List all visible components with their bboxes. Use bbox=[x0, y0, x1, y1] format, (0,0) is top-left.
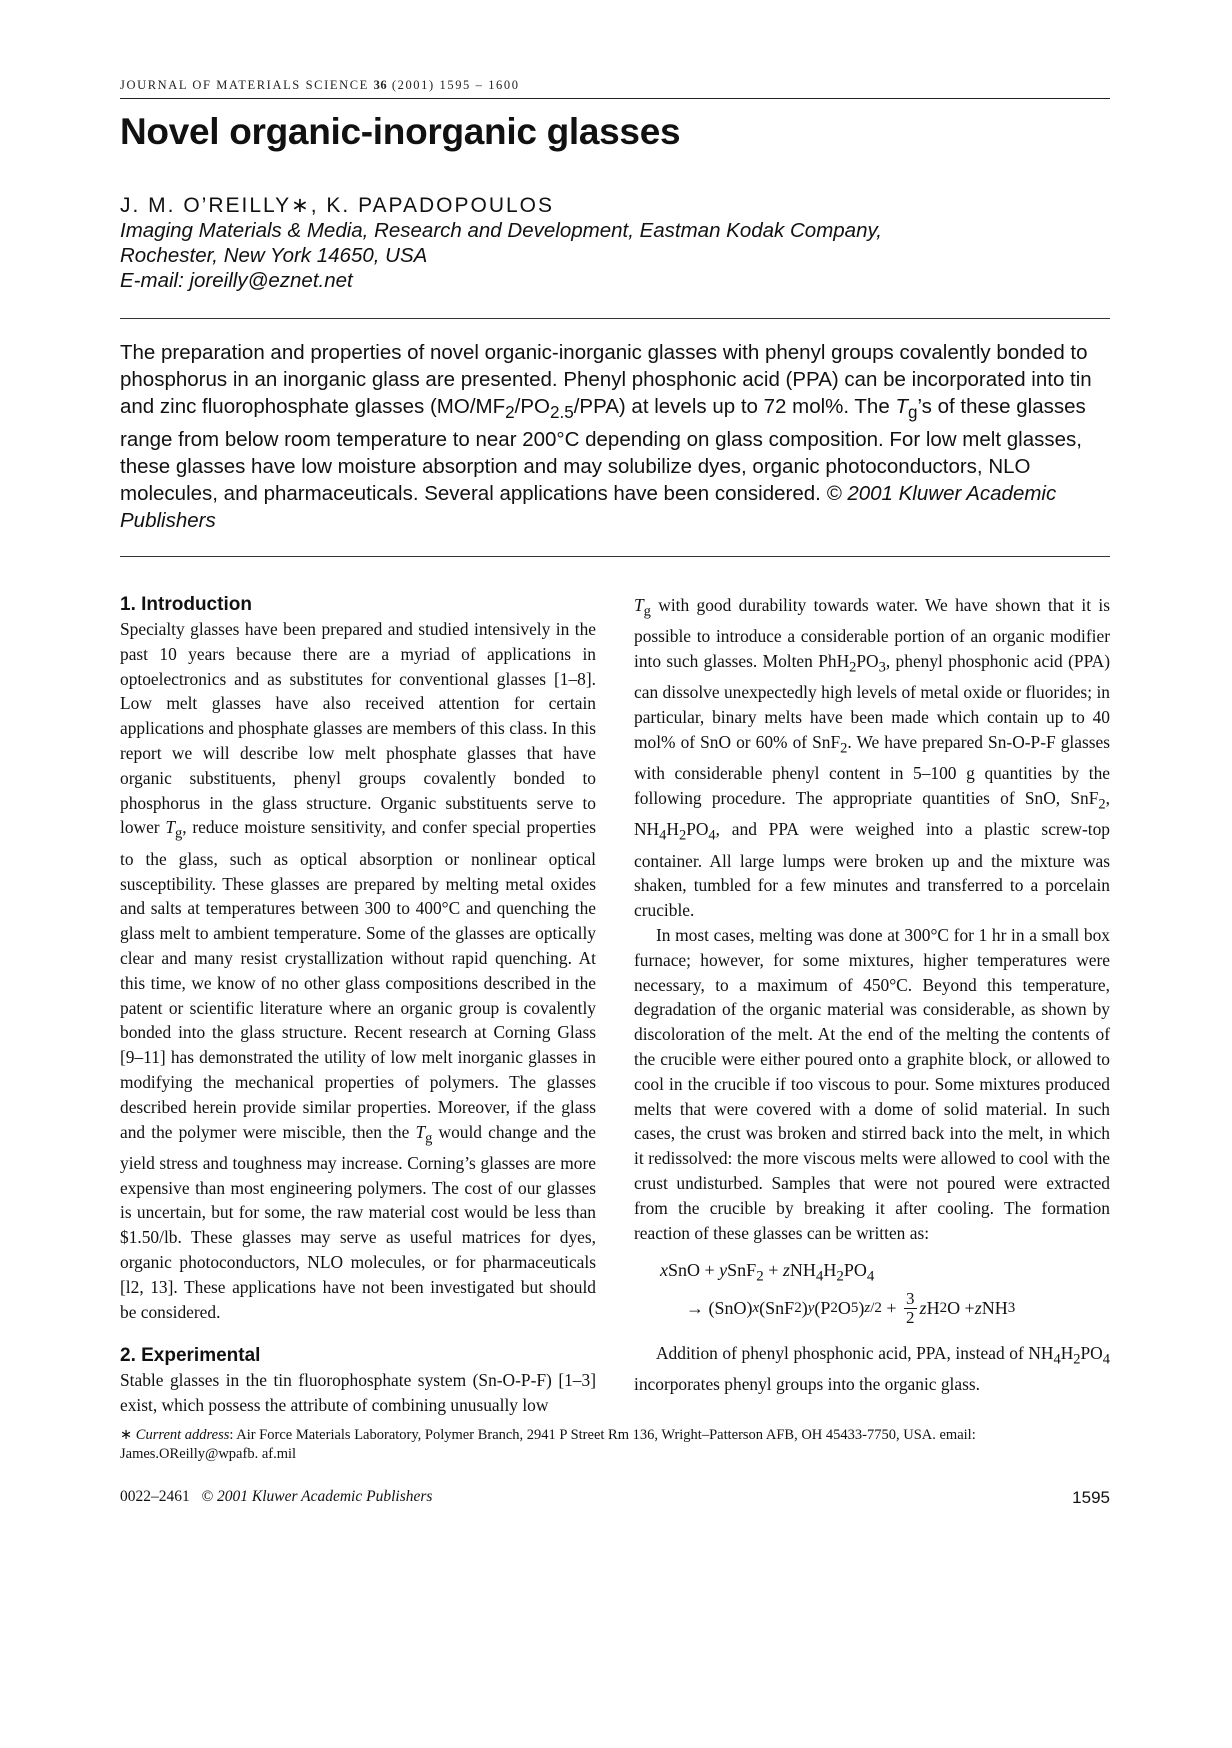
footnote-text: : Air Force Materials Laboratory, Polymer Branch, 2941 P Street Rm 136, Wright–Patterson AFB, OH 45433-7750, USA. email: James.OReilly@wpafb. af.mil bbox=[120, 1426, 976, 1462]
introduction-paragraph: Specialty glasses have been prepared and studied intensively in the past 10 years because there are a myriad of applications in optoelectronics and as substitutes for conventional glasses [1–8]. Low melt glasses have also received attention for certain applications and phosphate glasses are members of this class. In this report we will describe low melt phosphate glasses that have organic substituents, phenyl groups covalently bonded to phosphorus in the glass structure. Organic substituents serve to lower $T_g$, reduce moisture sensitivity, and confer special properties to the glass, such as optical absorption or nonlinear optical susceptibility. These glasses are prepared by melting metal oxides and salts at temperatures between 300 to 400°C and quenching the glass melt to ambient temperature. Some of the glasses are optically clear and many resist crystallization without rapid quenching. At this time, we know of no other glass compositions described in the patent or scientific literature where an organic group is covalently bonded into the glass structure. Recent research at Corning Glass [9–11] has demonstrated the utility of low melt inorganic glasses in modifying the mechanical properties of polymers. The glasses described herein provide similar properties. Moreover, if the glass and the polymer were miscible, then the $T_g$ would change and the yield stress and toughness may increase. Corning’s glasses are more expensive than most engineering polymers. The cost of our glasses is uncertain, but for some, the raw material cost would be less than $1.50/lb. These glasses may serve as useful matrices for dyes, organic photoconductors, NLO molecules, or for pharmaceuticals [l2, 13]. These applications have not been investigated but should be considered. bbox=[120, 619, 596, 1322]
experimental-paragraph-3: Addition of phenyl phosphonic acid, PPA, instead of $NH_4H_2PO_4$ incorporates phenyl groups into the organic glass. bbox=[634, 1342, 1110, 1395]
section-heading-experimental: 2. Experimental bbox=[120, 1345, 261, 1367]
page-footer bbox=[120, 1488, 1110, 1508]
footer-publisher: © 2001 Kluwer Academic Publishers bbox=[201, 1487, 433, 1505]
experimental-paragraph-2: In most cases, melting was done at 300°C for 1 hr in a small box furnace; however, for some mixtures, higher temperatures were necessary, to a maximum of 450°C. Beyond this temperature, degradation of the organic material was considerable, as shown by discoloration of the melt. At the end of the melting the contents of the crucible were either poured onto a graphite block, or allowed to cool in the crucible if too viscous to pour. Some mixtures produced melts that were covered with a dome of solid material. In such cases, the crust was broken and stirred back into the melt, in which it redissolved: the more viscous melts were allowed to cool with the crust undisturbed. Samples that were not poured were extracted from the crucible by breaking it after cooling. The formation reaction of these glasses can be written as: bbox=[634, 925, 1110, 1243]
abstract-copyright: © 2001 Kluwer Academic Publishers bbox=[120, 482, 1057, 533]
body-columns bbox=[120, 593, 1110, 1418]
issn: 0022–2461 bbox=[120, 1487, 190, 1505]
abstract: The preparation and properties of novel organic-inorganic glasses with phenyl groups covalently bonded to phosphorus in an inorganic glass are presented. Phenyl phosphonic acid (PPA) can be incorporated into tin and zinc fluorophosphate glasses $(MO/MF_2/PO_{2.5}/PPA)$ at levels up to 72 mol%. The $T_g’s$ of these glasses range from below room temperature to near 200°C depending on glass composition. For low melt glasses, these glasses have low moisture absorption and may solubilize dyes, organic photoconductors, NLO molecules, and pharmaceuticals. Several applications have been considered. © 2001 Kluwer Academic Publishers bbox=[120, 341, 1092, 533]
divider-bottom bbox=[120, 556, 1110, 557]
section-heading-introduction: 1. Introduction bbox=[120, 594, 252, 616]
paper-page bbox=[120, 78, 1110, 1508]
equation-line-1: xSnO + ySnF$_2$ + $zNH_4H_2PO_4$ bbox=[660, 1260, 875, 1285]
authors: J. M. O’REILLY∗, K. PAPADOPOULOS bbox=[120, 194, 555, 217]
footnote-label: Current address bbox=[135, 1426, 230, 1443]
right-column bbox=[634, 593, 1110, 1418]
journal-name: JOURNAL OF MATERIALS SCIENCE bbox=[120, 78, 369, 92]
running-head bbox=[120, 78, 1110, 99]
affiliation-line2: Rochester, New York 14650, USA bbox=[120, 244, 428, 267]
journal-year-pages: (2001) 1595 – 1600 bbox=[391, 78, 520, 92]
equation-line-2: → (SnO) x (SnF 2 ) y (P 2 O 5 ) z/2 + $\frac{3}{2}$ z H 2 O + z NH 3 bbox=[686, 1288, 1016, 1327]
formation-equation bbox=[634, 1257, 1110, 1327]
author-email: E-mail: joreilly@eznet.net bbox=[120, 269, 353, 292]
journal-volume: 36 bbox=[373, 78, 388, 92]
affiliation bbox=[120, 218, 1110, 293]
divider-top bbox=[120, 318, 1110, 319]
paper-title: Novel organic-inorganic glasses bbox=[120, 111, 681, 152]
page-number: 1595 bbox=[1072, 1487, 1110, 1507]
affiliation-line1: Imaging Materials & Media, Research and Development, Eastman Kodak Company, bbox=[120, 219, 882, 242]
left-column bbox=[120, 593, 596, 1418]
experimental-paragraph-1-cont: $T_g$ with good durability towards water. We have shown that it is possible to introduce a considerable portion of an organic modifier into such glasses. Molten $PhH_2PO_3$, phenyl phosphonic acid (PPA) can dissolve unexpectedly high levels of metal oxide or fluorides; in particular, binary melts have been made which contain up to 40 mol% of SnO or 60% of SnF$_2$. We have prepared Sn-O-P-F glasses with considerable phenyl content in 5–100 g quantities by the following procedure. The appropriate quantities of SnO, SnF$_2$, $NH_4H_2PO_4$, and PPA were weighed into a plastic screw-top container. All large lumps were broken up and the mixture was shaken, tumbled for a few minutes and transferred to a porcelain crucible. bbox=[634, 595, 1110, 921]
footnote: ∗ Current address: Air Force Materials Laboratory, Polymer Branch, 2941 P Street Rm 136, Wright–Patterson AFB, OH 45433-7750, USA. email: James.OReilly@wpafb. af.mil bbox=[120, 1426, 976, 1462]
experimental-paragraph-1-start: Stable glasses in the tin fluorophosphate system (Sn-O-P-F) [1–3] exist, which possess the attribute of combining unusually low bbox=[120, 1370, 596, 1416]
